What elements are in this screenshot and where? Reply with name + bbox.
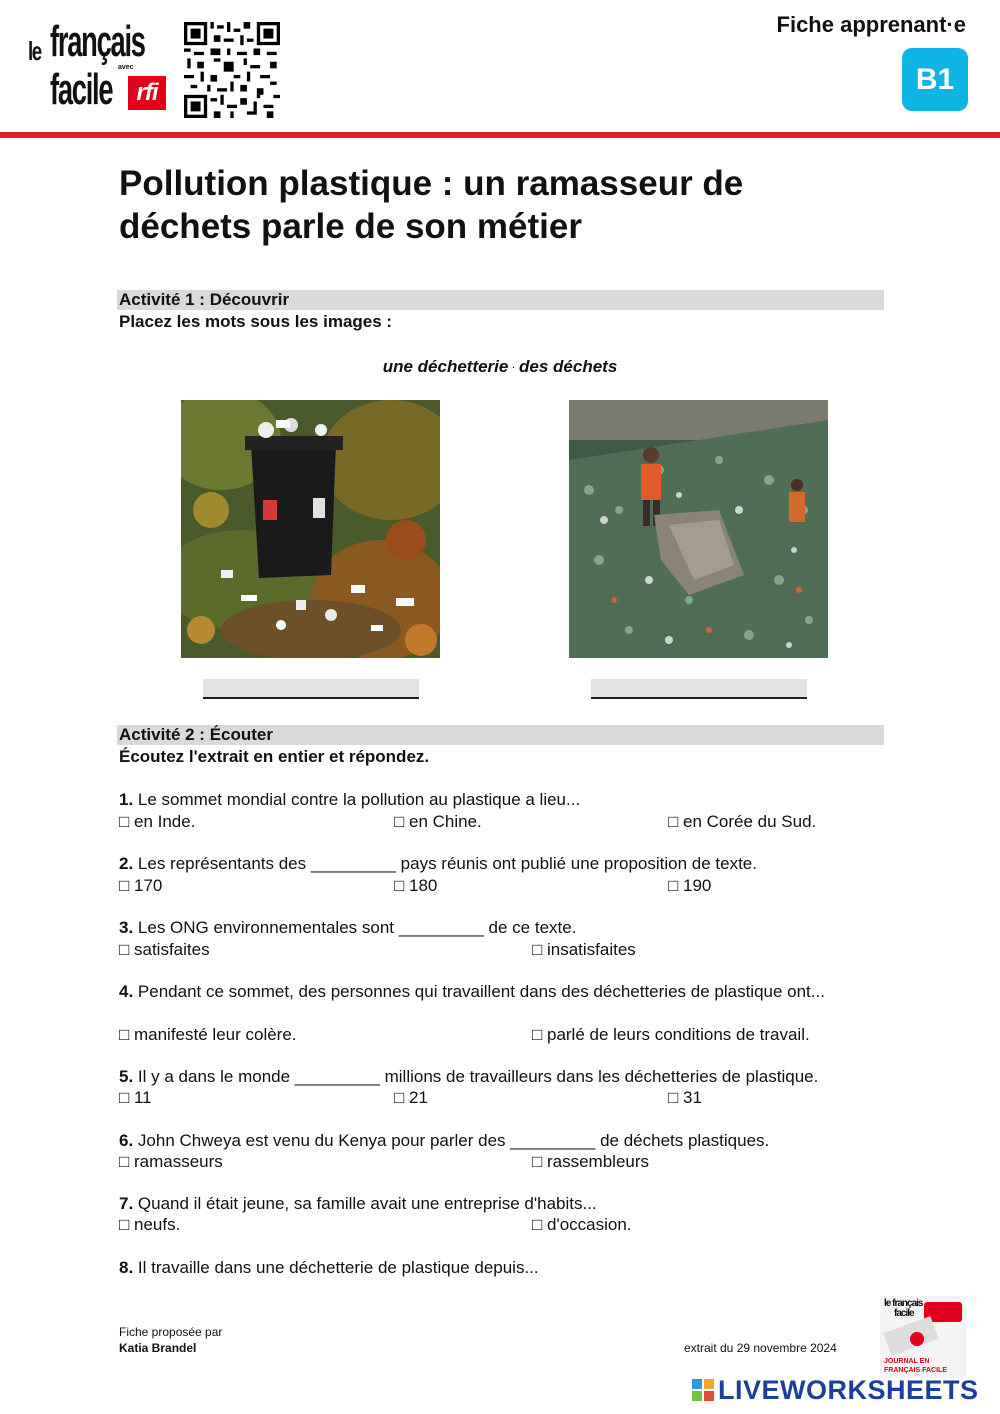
question-5: [119, 1066, 889, 1087]
question-number: 5.: [119, 1067, 134, 1086]
activity1-instruction: Placez les mots sous les images :: [119, 312, 393, 331]
activity2-instruction: Écoutez l'extrait en entier et répondez.: [119, 747, 430, 766]
page-title: Pollution plastique : un ramasseur de déchets parle de son métier: [119, 164, 744, 246]
option-checkbox[interactable]: □ en Chine.: [394, 812, 482, 831]
author-name: Katia Brandel: [119, 1341, 197, 1355]
question-number: 8.: [119, 1258, 134, 1277]
logo-rfi: rfi: [128, 76, 166, 110]
question-7: [119, 1193, 889, 1214]
extract-date: extrait du 29 novembre 2024: [684, 1341, 837, 1355]
word-chip[interactable]: des déchets: [519, 357, 618, 376]
option-checkbox[interactable]: □ 21: [394, 1088, 428, 1107]
logo-facile: facile: [50, 65, 113, 114]
option-checkbox[interactable]: □ ramasseurs: [119, 1152, 223, 1171]
cube-l: [692, 1379, 702, 1389]
question-2: [119, 853, 889, 874]
sheet-label: Fiche apprenant·e: [776, 12, 966, 37]
option-checkbox[interactable]: □ en Corée du Sud.: [668, 812, 817, 831]
cube-v: [692, 1391, 702, 1401]
logo-francais: français: [50, 17, 145, 66]
question-3: [119, 917, 889, 938]
question-6: [119, 1130, 889, 1151]
qr-code-icon[interactable]: [184, 22, 280, 118]
option-checkbox[interactable]: □ 11: [119, 1088, 152, 1107]
question-text: Il travaille dans une déchetterie de plastique depuis...: [137, 1258, 539, 1277]
option-checkbox[interactable]: □ satisfaites: [119, 940, 210, 959]
logo-le: le: [28, 36, 41, 66]
cube-i: [704, 1379, 714, 1389]
option-checkbox[interactable]: □ 180: [394, 876, 438, 895]
stamp-le-francais: le français: [884, 1298, 923, 1309]
header-divider: [0, 132, 1000, 138]
answer-drop-zone[interactable]: [591, 679, 807, 699]
word-chip[interactable]: une déchetterie: [382, 357, 509, 376]
question-number: 6.: [119, 1131, 134, 1150]
activity1-heading: Activité 1 : Découvrir: [117, 290, 884, 310]
stamp-journal: JOURNAL EN: [884, 1358, 930, 1365]
option-checkbox[interactable]: □ 31: [668, 1088, 702, 1107]
question-text: Quand il était jeune, sa famille avait une entreprise d'habits...: [137, 1194, 597, 1213]
question-4: [119, 981, 854, 1002]
liveworksheets-watermark: [692, 1375, 979, 1405]
question-number: 2.: [119, 854, 134, 873]
question-text: Il y a dans le monde _________ millions de travailleurs dans les déchetteries de plastique.: [137, 1067, 819, 1086]
option-checkbox[interactable]: □ neufs.: [119, 1215, 181, 1234]
stamp-francais-facile: FRANÇAIS FACILE: [884, 1367, 947, 1374]
word-bank: [0, 357, 1000, 377]
option-checkbox[interactable]: □ parlé de leurs conditions de travail.: [532, 1025, 810, 1044]
plastic-dump-photo: [569, 400, 828, 658]
question-text: Le sommet mondial contre la pollution au plastique a lieu...: [137, 790, 581, 809]
question-text: John Chweya est venu du Kenya pour parler des _________ de déchets plastiques.: [137, 1131, 770, 1150]
stamp-facile: facile: [894, 1308, 914, 1319]
option-checkbox[interactable]: □ en Inde.: [119, 812, 196, 831]
liveworksheets-text: LIVEWORKSHEETS: [718, 1374, 979, 1405]
question-number: 7.: [119, 1194, 134, 1213]
level-badge: B1: [902, 48, 968, 111]
question-text: Les ONG environnementales sont _________ de ce texte.: [137, 918, 577, 937]
word-separator: ·: [512, 363, 516, 373]
activity2-heading: Activité 2 : Écouter: [117, 725, 884, 745]
question-text: Les représentants des _________ pays réunis ont publié une proposition de texte.: [137, 854, 757, 873]
question-number: 4.: [119, 982, 134, 1001]
rfi-logo: [28, 17, 170, 116]
option-checkbox[interactable]: □ 190: [668, 876, 712, 895]
trash-bin-photo: [181, 400, 440, 658]
answer-drop-zone[interactable]: [203, 679, 419, 699]
option-checkbox[interactable]: □ d'occasion.: [532, 1215, 632, 1234]
question-number: 1.: [119, 790, 134, 809]
question-text: Pendant ce sommet, des personnes qui travaillent dans des déchetteries de plastique ont...: [137, 982, 825, 1001]
question-8: [119, 1257, 889, 1278]
question-number: 3.: [119, 918, 134, 937]
question-1: [119, 789, 889, 810]
option-checkbox[interactable]: □ manifesté leur colère.: [119, 1025, 297, 1044]
cube-e: [704, 1391, 714, 1401]
option-checkbox[interactable]: □ 170: [119, 876, 163, 895]
logo-avec: avec: [118, 64, 134, 71]
mic-tip-icon: [910, 1332, 924, 1346]
proposed-by-label: Fiche proposée par: [119, 1325, 223, 1339]
liveworksheets-cubes-icon: [692, 1379, 714, 1401]
option-checkbox[interactable]: □ insatisfaites: [532, 940, 636, 959]
journal-stamp-logo: [880, 1296, 966, 1378]
option-checkbox[interactable]: □ rassembleurs: [532, 1152, 650, 1171]
